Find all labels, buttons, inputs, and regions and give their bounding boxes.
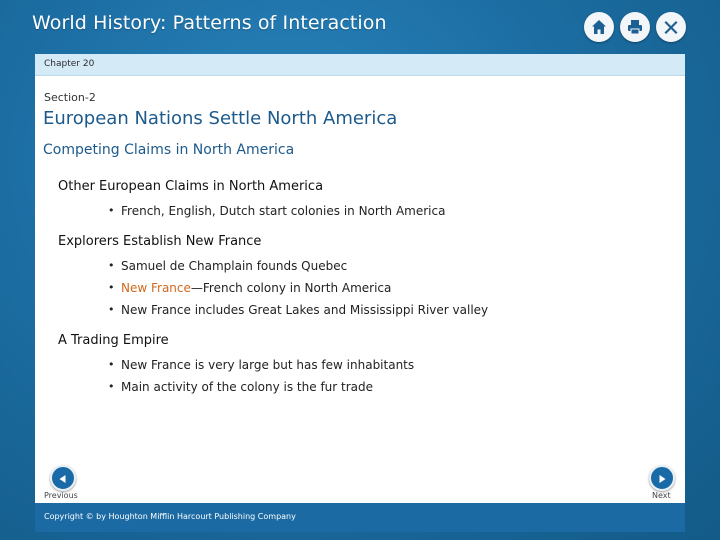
content-group <box>58 332 658 398</box>
home-button[interactable] <box>584 12 614 42</box>
close-button[interactable] <box>656 12 686 42</box>
bullet-list <box>58 255 658 321</box>
bullet-item: • New France includes Great Lakes and Mississippi River valley <box>108 299 658 321</box>
bullet-item <box>108 277 658 299</box>
printer-icon <box>626 18 644 36</box>
content-group <box>58 178 658 222</box>
group-heading: Explorers Establish New France <box>58 234 262 249</box>
copyright-text: Copyright © by Houghton Mifflin Harcourt Publishing Company <box>44 512 296 521</box>
close-icon <box>662 18 680 36</box>
footer-bar <box>35 503 685 532</box>
bullet-item: • Samuel de Champlain founds Quebec <box>108 255 658 277</box>
bullet-list <box>58 200 658 222</box>
chapter-bar <box>35 54 685 76</box>
section-label: Section-2 <box>44 91 96 104</box>
print-button[interactable] <box>620 12 650 42</box>
bullet-item: • New France is very large but has few inhabitants <box>108 354 658 376</box>
home-icon <box>590 18 608 36</box>
next-button[interactable] <box>649 465 675 491</box>
bullet-item: • Main activity of the colony is the fur trade <box>108 376 658 398</box>
triangle-left-icon <box>58 469 68 488</box>
highlighted-term: New France <box>121 281 191 295</box>
chapter-label: Chapter 20 <box>44 59 95 69</box>
group-heading: A Trading Empire <box>58 333 169 348</box>
slide-title: European Nations Settle North America <box>43 108 398 129</box>
slide-content <box>58 178 658 409</box>
previous-label[interactable]: Previous <box>44 491 78 500</box>
bullet-text: —French colony in North America <box>190 281 392 295</box>
bullet-list <box>58 354 658 398</box>
next-label[interactable]: Next <box>652 491 671 500</box>
content-group <box>58 233 658 321</box>
slide-panel <box>35 54 685 532</box>
group-heading: Other European Claims in North America <box>58 179 324 194</box>
slide-subtitle: Competing Claims in North America <box>43 142 295 158</box>
previous-button[interactable] <box>50 465 76 491</box>
app-title: World History: Patterns of Interaction <box>32 12 387 34</box>
triangle-right-icon <box>657 469 667 488</box>
bullet-item: • French, English, Dutch start colonies in North America <box>108 200 658 222</box>
